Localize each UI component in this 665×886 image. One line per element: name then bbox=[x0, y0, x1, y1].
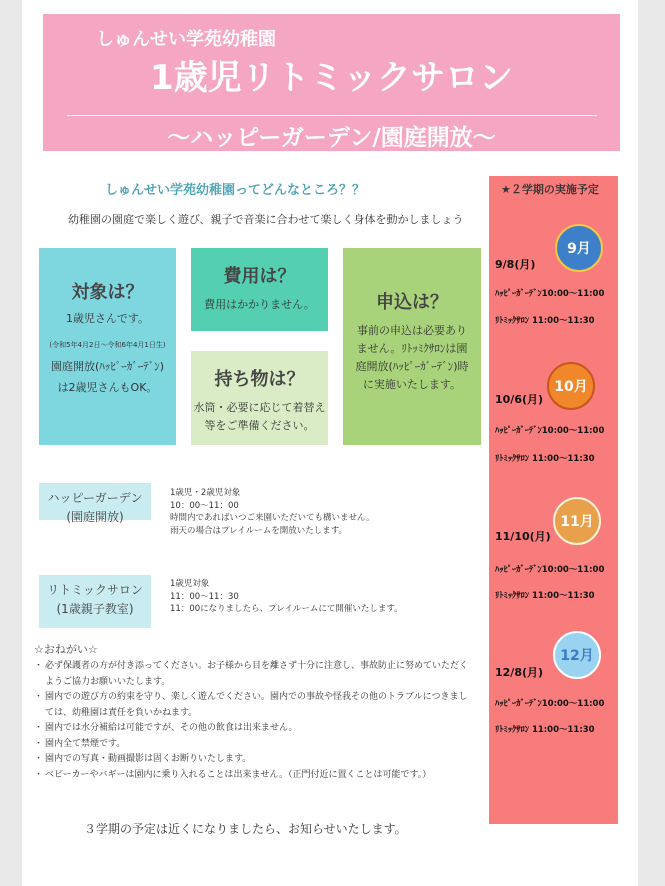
schedule-panel bbox=[489, 176, 618, 824]
target-box bbox=[39, 248, 176, 445]
schedule-date: 12/8(月) bbox=[495, 666, 544, 679]
page-subtitle: 〜ハッピーガーデン/園庭開放〜 bbox=[167, 125, 496, 151]
cost-box bbox=[191, 248, 328, 331]
target-note: (令和5年4月2日〜令和6年4月1日生) bbox=[49, 341, 166, 349]
notice-item: ・ 園内での遊び方の約束を守り、楽しく遊んでください。園内での事故や怪我その他のトラブルにつきましては、幼稚園は責任を負いかねます。 bbox=[36, 690, 476, 721]
program-desc-line: 10：00〜11：00 bbox=[170, 500, 239, 511]
program-desc-line: 1歳児対象 bbox=[170, 579, 210, 589]
program-label-salon bbox=[39, 575, 151, 628]
apply-box bbox=[343, 248, 481, 445]
notice-item: ・ 必ず保護者の方が付き添ってください。お子様から目を離さず十分に注意し、事故防止に努めていただくようご協力お願いいたします。 bbox=[36, 659, 476, 690]
schedule-salon-time: ﾘﾄﾐｯｸｻﾛﾝ 11:00〜11:30 bbox=[495, 591, 595, 601]
notice-item: ・ ベビーカーやバギーは園内に乗り入れることは出来ません。（正門付近に置くことは可能です。） bbox=[36, 768, 476, 784]
program-subname: (1歳親子教室) bbox=[56, 602, 134, 616]
notice-heading: ☆おねがい☆ bbox=[34, 643, 98, 656]
apply-heading: 申込は？ bbox=[376, 292, 448, 313]
apply-line4: に実施いたします。 bbox=[362, 378, 462, 391]
schedule-garden-time: ﾊｯﾋﾟｰｶﾞｰﾃﾞﾝ10:00〜11:00 bbox=[495, 289, 605, 299]
cost-heading: 費用は？ bbox=[223, 266, 296, 287]
items-line1: 水筒・必要に応じて着替え bbox=[193, 401, 326, 414]
program-desc-line: 11：00〜11：30 bbox=[170, 591, 239, 602]
apply-line1: 事前の申込は必要あり bbox=[357, 324, 467, 337]
program-desc-line: 雨天の場合はプレイルームを開放いたします。 bbox=[170, 525, 348, 536]
schedule-garden-time: ﾊｯﾋﾟｰｶﾞｰﾃﾞﾝ10:00〜11:00 bbox=[495, 426, 605, 436]
program-name: ハッピーガーデン bbox=[47, 491, 143, 505]
november-badge-icon: 11月 bbox=[553, 497, 601, 545]
schedule-garden-time: ﾊｯﾋﾟｰｶﾞｰﾃﾞﾝ10:00〜11:00 bbox=[495, 699, 605, 709]
october-badge-icon: 10月 bbox=[547, 362, 595, 410]
program-name: リトミックサロン bbox=[47, 583, 143, 597]
notice-item: ・ 園内全て禁煙です。 bbox=[36, 737, 476, 753]
intro-text: 幼稚園の園庭で楽しく遊び、親子で音楽に合わせて楽しく身体を動かしましょう bbox=[68, 213, 464, 226]
school-name: しゅんせい学苑幼稚園 bbox=[96, 29, 276, 50]
schedule-salon-time: ﾘﾄﾐｯｸｻﾛﾝ 11:00〜11:30 bbox=[495, 316, 595, 326]
header-banner bbox=[43, 14, 620, 151]
items-box bbox=[191, 351, 328, 445]
schedule-salon-time: ﾘﾄﾐｯｸｻﾛﾝ 11:00〜11:30 bbox=[495, 454, 595, 464]
notice-item: ・ 園内では水分補給は可能ですが、その他の飲食は出来ません。 bbox=[36, 721, 476, 737]
december-badge-icon: 12月 bbox=[553, 631, 601, 679]
program-desc-salon bbox=[170, 578, 403, 616]
program-desc-line: 11：00になりましたら、プレイルームにて開催いたします。 bbox=[170, 604, 403, 614]
schedule-date: 10/6(月) bbox=[495, 393, 544, 406]
target-heading: 対象は？ bbox=[71, 282, 144, 303]
program-label-garden bbox=[39, 483, 151, 524]
question-heading: しゅんせい学苑幼稚園ってどんなところ？？ bbox=[105, 183, 366, 198]
apply-line3: 庭開放(ﾊｯﾋﾟｰｶﾞｰﾃﾞﾝ)時 bbox=[355, 360, 469, 373]
notice-item: ・ 園内での写真・動画撮影は固くお断りいたします。 bbox=[36, 752, 476, 768]
schedule-date: 11/10(月) bbox=[495, 530, 551, 543]
items-heading: 持ち物は？ bbox=[214, 369, 305, 390]
items-line2: 等をご準備ください。 bbox=[204, 419, 315, 432]
target-line2: 園庭開放(ﾊｯﾋﾟｰｶﾞｰﾃﾞﾝ) bbox=[50, 360, 165, 373]
program-desc-line: 1歳児・2歳児対象 bbox=[170, 488, 241, 498]
footer-note: ３学期の予定は近くになりましたら、お知らせいたします。 bbox=[84, 822, 407, 836]
notice-list bbox=[36, 659, 476, 783]
header-divider bbox=[67, 115, 597, 116]
program-desc-line: 時間内であればいつご来園いただいても構いません。 bbox=[170, 513, 375, 523]
target-line1: 1歳児さんです。 bbox=[65, 312, 150, 325]
schedule-title: ★２学期の実施予定 bbox=[501, 183, 599, 196]
apply-line2: ません。ﾘﾄｯﾐｸｻﾛﾝは園 bbox=[356, 342, 468, 355]
schedule-garden-time: ﾊｯﾋﾟｰｶﾞｰﾃﾞﾝ10:00〜11:00 bbox=[495, 565, 605, 575]
program-desc-garden bbox=[170, 487, 375, 537]
cost-text: 費用はかかりません。 bbox=[204, 298, 315, 311]
program-subname: (園庭開放) bbox=[66, 510, 124, 524]
page-title: 1歳児リトミックサロン bbox=[150, 58, 513, 98]
september-badge-icon: 9月 bbox=[555, 224, 603, 272]
schedule-salon-time: ﾘﾄﾐｯｸｻﾛﾝ 11:00〜11:30 bbox=[495, 725, 595, 735]
target-line3: は2歳児さんもOK。 bbox=[57, 381, 158, 394]
schedule-date: 9/8(月) bbox=[495, 258, 536, 271]
